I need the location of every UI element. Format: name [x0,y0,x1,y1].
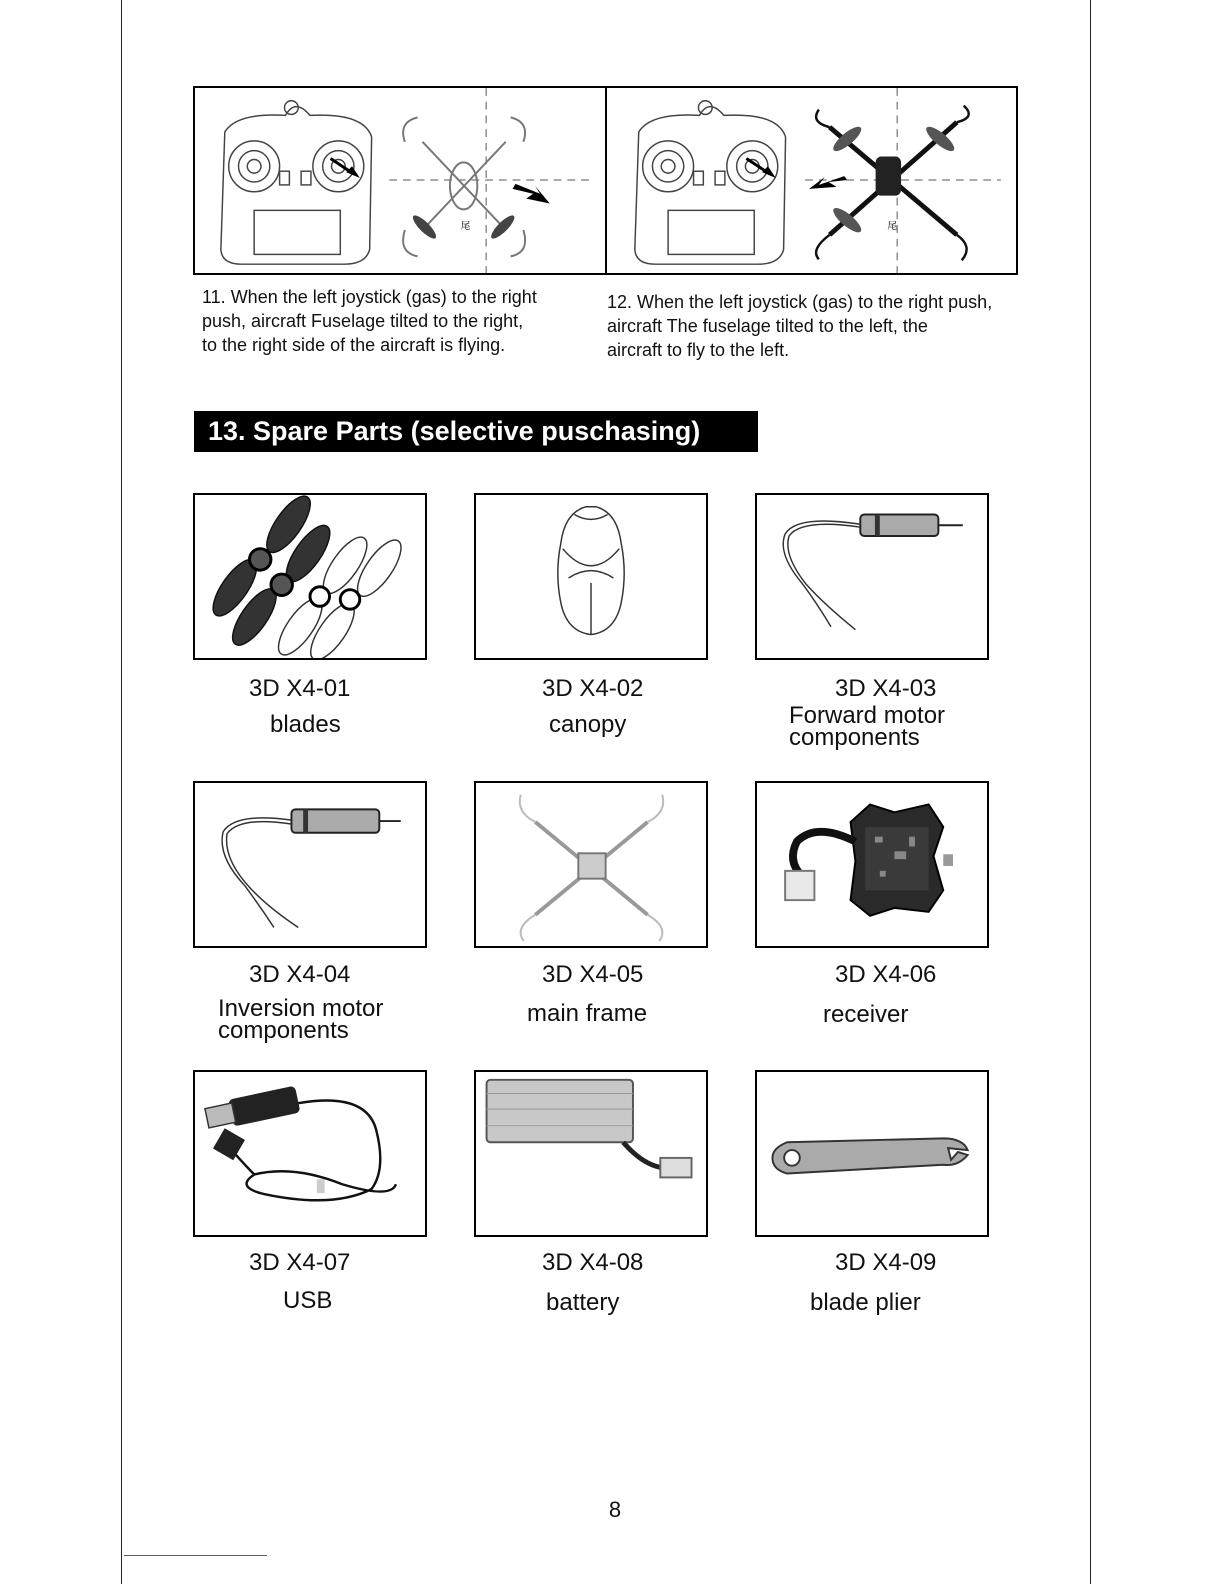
caption-12-line: aircraft to fly to the left. [607,340,790,360]
caption-12-line: 12. When the left joystick (gas) to the right push, [607,292,993,312]
part-name-line: Inversion motor [218,995,384,1022]
part-code: 3D X4-09 [835,1249,937,1276]
controller-and-drone-left-illustration [607,88,1016,273]
caption-12 [607,290,1047,362]
part-image-blade-plier [755,1070,989,1237]
part-image-inversion-motor [193,781,427,948]
part-name [789,702,946,751]
part-name [549,711,627,738]
part-code: 3D X4-02 [542,675,644,702]
section-heading: 13. Spare Parts (selective puschasing) [194,411,758,452]
part-name [810,1289,921,1316]
motor-icon [195,783,425,946]
part-name [546,1289,620,1316]
blades-icon [195,495,425,658]
part-name-line: battery [546,1289,620,1316]
frame-icon [476,783,706,946]
battery-icon [476,1072,706,1235]
tail-marker-label: 尾 [460,220,471,232]
part-code: 3D X4-04 [249,961,351,988]
part-name-line: Forward motor [789,702,946,729]
receiver-icon [757,783,987,946]
part-name-line: canopy [549,711,627,738]
part-code: 3D X4-08 [542,1249,644,1276]
part-code: 3D X4-06 [835,961,937,988]
part-name-line: components [789,724,920,751]
part-name-line: main frame [527,1000,648,1027]
part-name [270,711,341,738]
caption-11 [202,285,602,357]
canopy-icon [476,495,706,658]
caption-11-line: to the right side of the aircraft is flying. [202,335,506,355]
part-name-line: USB [283,1287,333,1314]
part-name-line: blade plier [810,1289,921,1316]
part-name-line: receiver [823,1001,909,1028]
part-name [527,1000,648,1027]
part-image-usb [193,1070,427,1237]
plier-icon [757,1072,987,1235]
part-image-forward-motor [755,493,989,660]
part-code: 3D X4-07 [249,1249,351,1276]
part-image-blades [193,493,427,660]
part-name-line: blades [270,711,341,738]
part-code: 3D X4-03 [835,675,937,702]
caption-11-line: 11. When the left joystick (gas) to the right [202,287,537,307]
part-name [823,1001,909,1028]
part-image-main-frame [474,781,708,948]
part-image-battery [474,1070,708,1237]
diagram-panel-12 [605,86,1018,275]
footer-link-underline [124,1555,267,1556]
controller-and-drone-right-illustration [195,88,605,273]
caption-11-line: push, aircraft Fuselage tilted to the right, [202,311,524,331]
part-name [283,1287,333,1314]
usb-cable-icon [195,1072,425,1235]
part-image-canopy [474,493,708,660]
part-name [218,995,384,1044]
part-code: 3D X4-05 [542,961,644,988]
part-code: 3D X4-01 [249,675,351,702]
part-name-line: components [218,1017,349,1044]
motor-icon [757,495,987,658]
tail-marker-label: 尾 [887,220,898,232]
page-number: 8 [608,1497,622,1522]
diagram-panel-11 [193,86,607,275]
caption-12-line: aircraft The fuselage tilted to the left, the [607,316,928,336]
part-image-receiver [755,781,989,948]
